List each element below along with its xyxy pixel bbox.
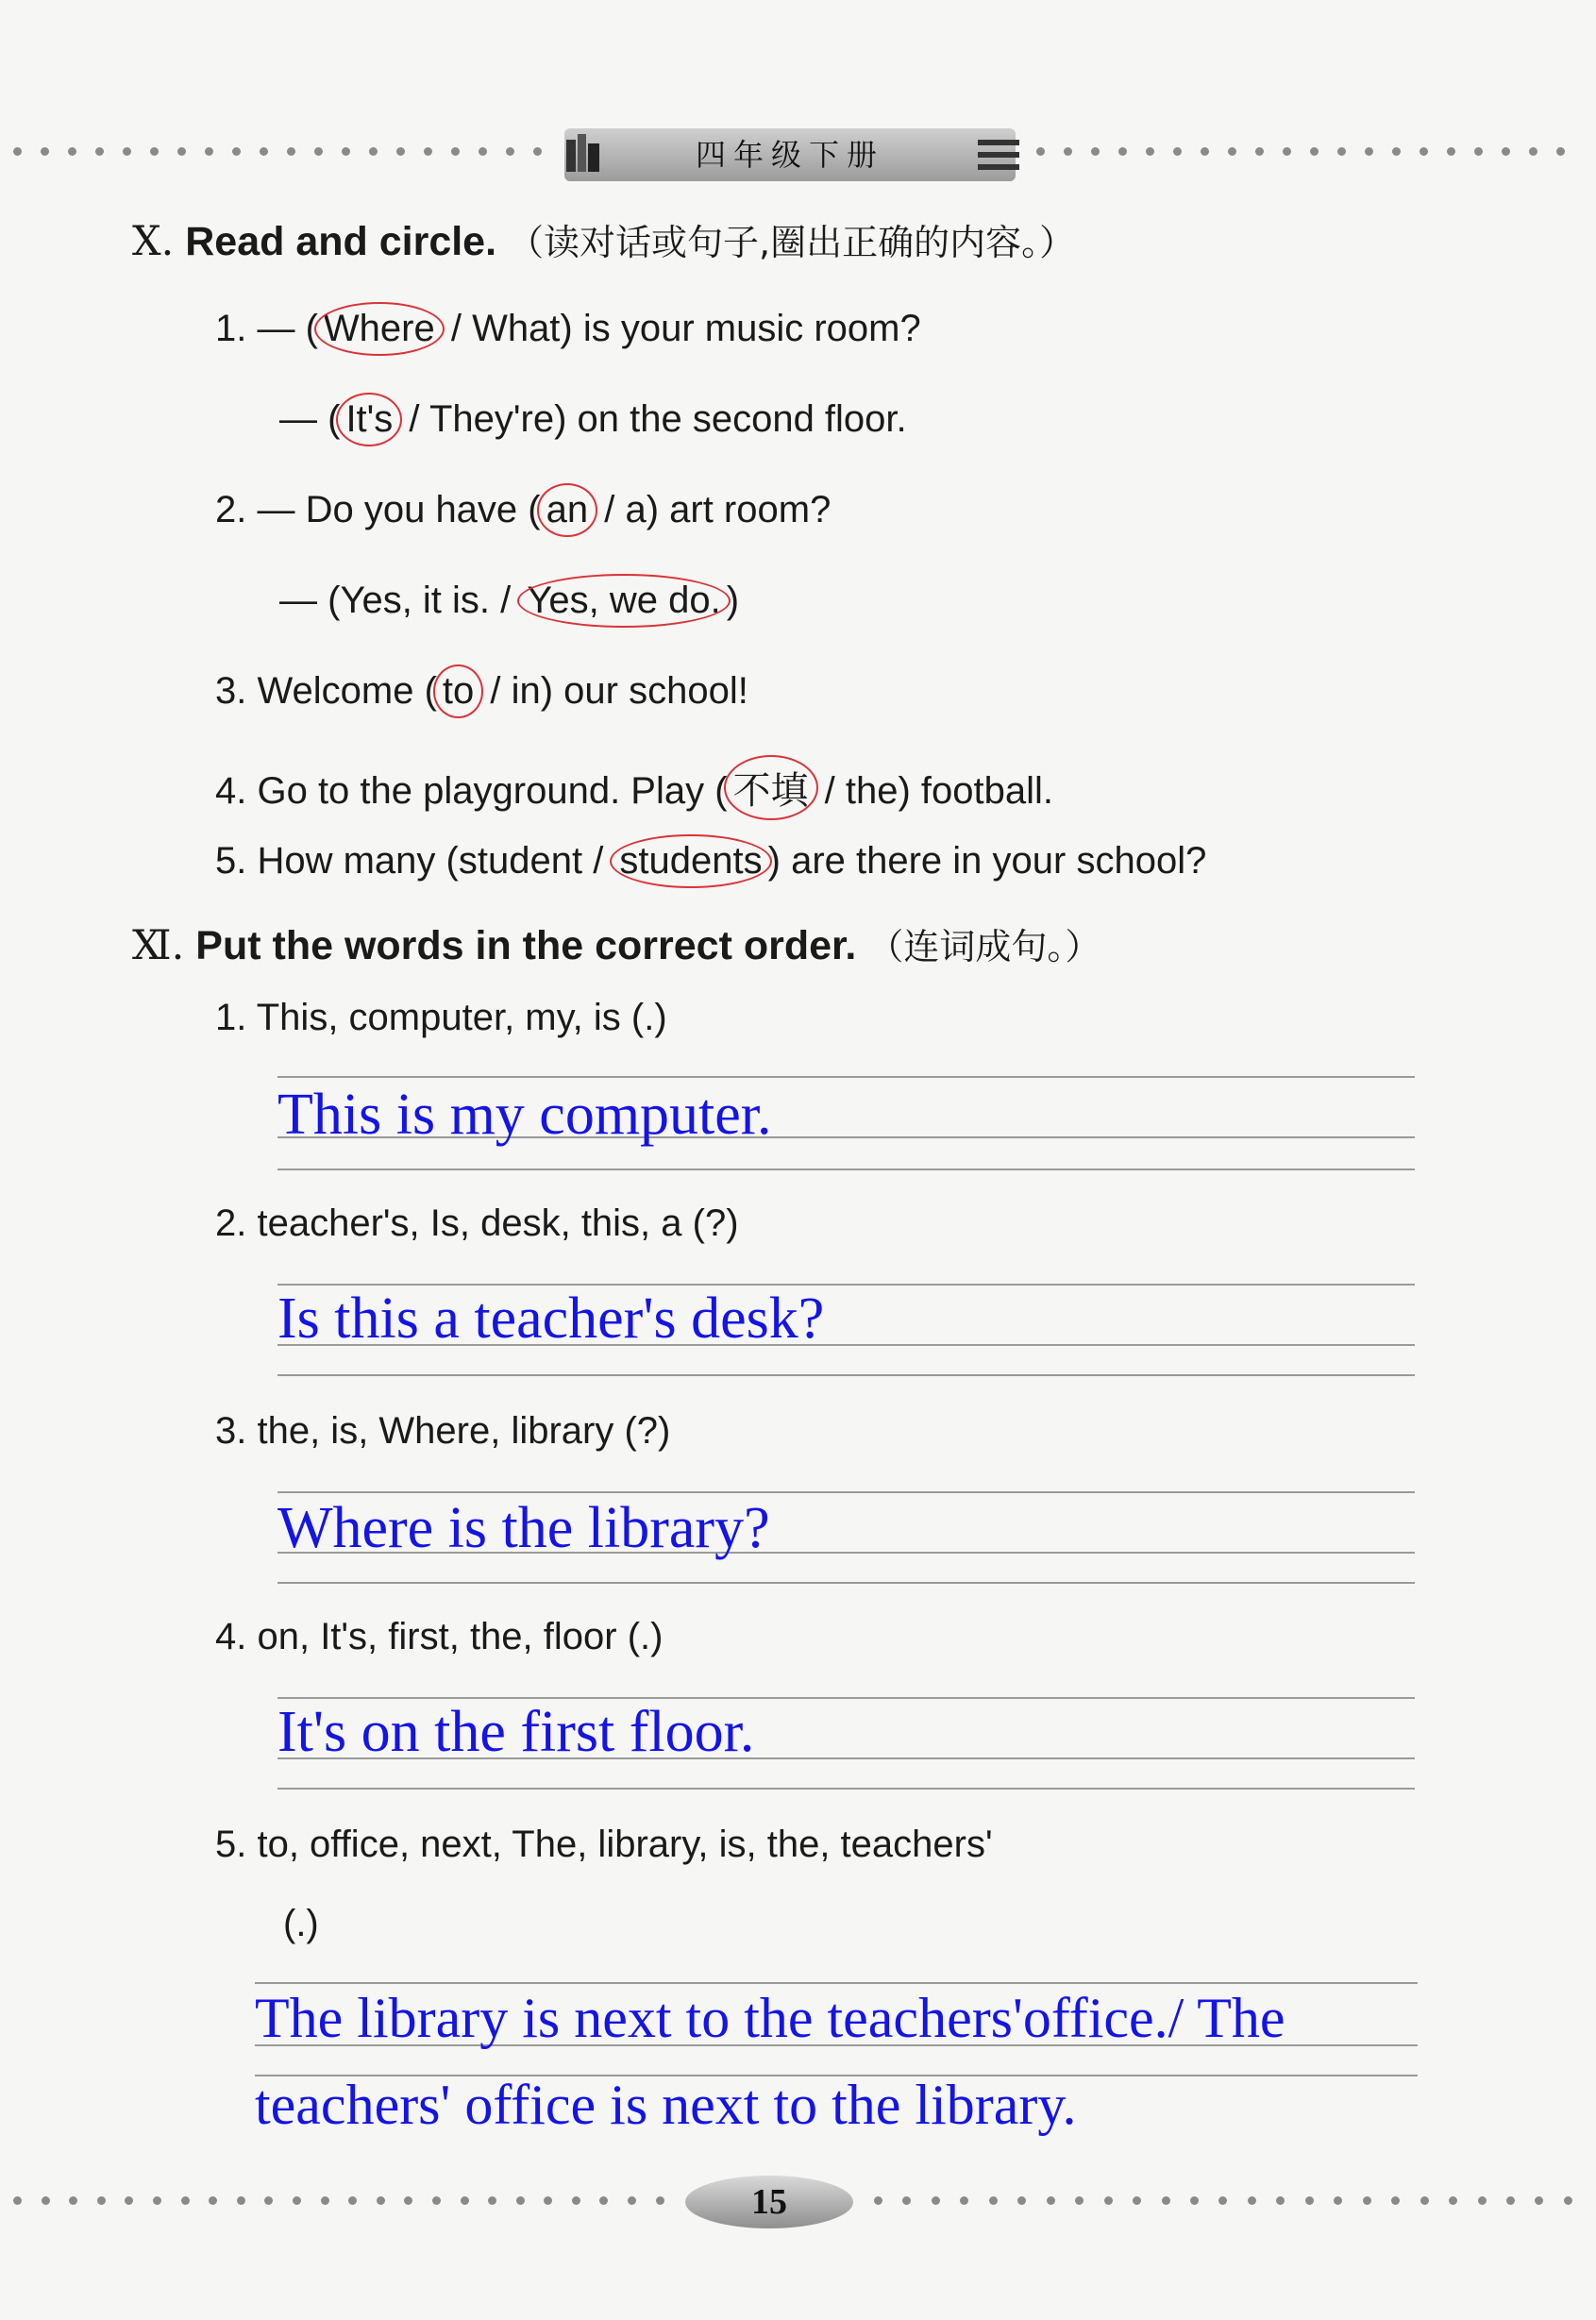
s11-prompt-2: 2. teacher's, Is, desk, this, a (?) <box>215 1202 739 1244</box>
s11-answer-2: Is this a teacher's desk? <box>277 1286 825 1351</box>
s10-item-2-reply <box>279 580 739 622</box>
item-text-pre: 4. Go to the playground. Play ( <box>215 770 728 812</box>
item-text-pre: 1. — ( <box>215 308 318 349</box>
s11-answer-1: This is my computer. <box>277 1083 772 1147</box>
option: They're <box>428 398 555 440</box>
option: student <box>458 840 583 882</box>
item-text-post: ) on the second floor. <box>554 398 907 440</box>
item-text-post: ) football. <box>898 770 1054 812</box>
option: in <box>511 670 541 712</box>
writing-line <box>277 1076 1415 1078</box>
header-dots-left <box>13 147 542 157</box>
writing-line <box>277 1788 1415 1790</box>
s11-answer-4: It's on the first floor. <box>277 1700 755 1764</box>
s10-item-2 <box>215 489 831 531</box>
header-dots-right <box>1036 147 1565 157</box>
separator: / <box>398 398 429 440</box>
s11-prompt-5: 5. to, office, next, The, library, is, the, teachers' <box>215 1824 993 1865</box>
s11-prompt-5-end: (.) <box>283 1903 319 1944</box>
circled-option: students <box>613 840 767 883</box>
circled-option: 不填 <box>728 761 815 815</box>
item-text-post: ) are there in your school? <box>767 840 1207 882</box>
writing-line <box>255 1982 1418 1984</box>
writing-line <box>277 1168 1415 1170</box>
s10-item-1-reply <box>279 398 907 441</box>
separator: / <box>814 770 846 812</box>
item-text-pre: 5. How many ( <box>215 840 459 882</box>
s11-prompt-4: 4. on, It's, first, the, floor (.) <box>215 1616 664 1657</box>
item-text-post: ) our school! <box>540 670 748 712</box>
option: What <box>472 308 561 349</box>
item-text-post: ) is your music room? <box>560 308 921 349</box>
option: Yes, it is. <box>340 580 491 621</box>
separator: / <box>582 840 614 882</box>
item-text-post: ) <box>726 580 740 621</box>
section-10-instruction: （读对话或句子,圈出正确的内容。） <box>508 222 1076 263</box>
s11-prompt-3: 3. the, is, Where, library (?) <box>215 1410 671 1452</box>
circled-option: Yes, we do. <box>521 580 726 622</box>
separator: / <box>440 308 473 349</box>
circled-option: It's <box>340 398 398 441</box>
s11-prompt-1: 1. This, computer, my, is (.) <box>215 997 667 1038</box>
section-11-heading <box>132 917 1100 969</box>
s10-item-5 <box>215 840 1206 883</box>
writing-line <box>277 1374 1415 1376</box>
item-text-pre: 3. Welcome ( <box>215 670 437 712</box>
circled-option: Where <box>318 308 441 350</box>
stripes-icon <box>978 138 1019 172</box>
s11-answer-5-line-2: teachers' office is next to the library. <box>255 2074 1077 2136</box>
item-text-post: ) art room? <box>646 489 832 530</box>
page-number: 15 <box>751 2182 787 2222</box>
grade-title: 四年级下册 <box>695 137 884 173</box>
section-10-heading <box>132 213 1075 265</box>
s10-item-1 <box>215 308 921 350</box>
s10-item-3 <box>215 670 748 713</box>
item-text-pre: — ( <box>279 580 341 621</box>
separator: / <box>479 670 512 712</box>
option: a <box>625 489 647 530</box>
section-11-instruction: （连词成句。） <box>867 926 1101 967</box>
writing-line <box>277 1582 1415 1584</box>
s11-answer-3: Where is the library? <box>277 1496 770 1560</box>
separator: / <box>594 489 626 530</box>
option: the <box>845 770 899 812</box>
footer-dots-right <box>874 2196 1572 2206</box>
section-10-title: Read and circle. <box>185 219 497 264</box>
item-text-pre: — ( <box>279 398 341 440</box>
section-10-number: Ⅹ. <box>132 218 175 265</box>
section-11-number: Ⅺ. <box>132 922 185 969</box>
s11-answer-5-line-1: The library is next to the teachers'office./ The <box>255 1987 1285 2049</box>
circled-option: an <box>541 489 595 531</box>
circled-option: to <box>437 670 479 713</box>
footer-dots-left <box>13 2196 664 2206</box>
writing-line <box>277 1491 1415 1493</box>
separator: / <box>490 580 522 621</box>
item-text-pre: 2. — Do you have ( <box>215 489 541 530</box>
section-11-title: Put the words in the correct order. <box>195 923 857 968</box>
s10-item-4 <box>215 761 1053 815</box>
